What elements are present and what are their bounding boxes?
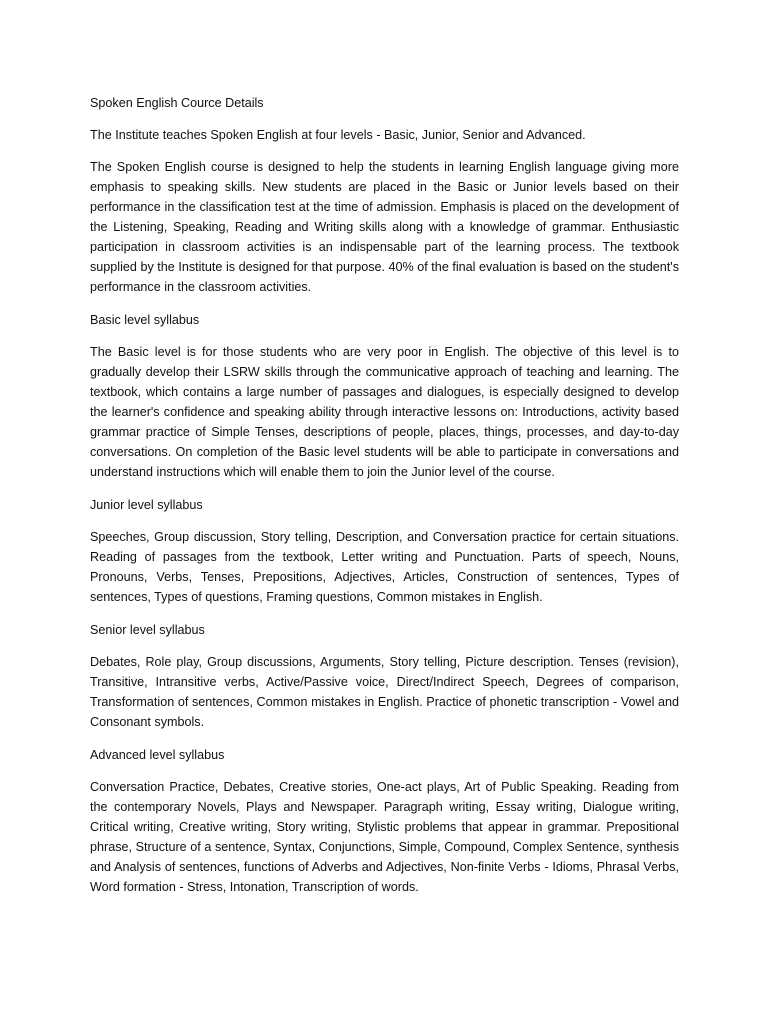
section-body-advanced: Conversation Practice, Debates, Creative stories, One-act plays, Art of Public Speaking. Reading from the contemporary Novels, Plays and Newspaper. Paragraph writing, Essay writing, Dialogue writing, Critical writing, Creative writing, Story writing, Stylistic problems that appear in grammar. Prepositional phrase, Structure of a sentence, Syntax, Conjunctions, Simple, Compound, Complex Sentence, synthesis and Analysis of sentences, functions of Adverbs and Adjectives, Non-finite Verbs - Idioms, Phrasal Verbs, Word formation - Stress, Intonation, Transcription of words. — [90, 780, 679, 894]
section-body-senior: Debates, Role play, Group discussions, Arguments, Story telling, Picture description. Tenses (revision), Transitive, Intransitive verbs, Active/Passive voice, Direct/Indirect Speech, Degrees of comparison, Transformation of sentences, Common mistakes in English. Practice of phonetic transcription - Vowel and Consonant symbols. — [90, 655, 679, 729]
section-heading-junior: Junior level syllabus — [90, 498, 203, 512]
course-description-paragraph: The Spoken English course is designed to help the students in learning English language giving more emphasis to speaking skills. New students are placed in the Basic or Junior levels based on their performance in the classification test at the time of admission. Emphasis is placed on the development of the Listening, Speaking, Reading and Writing skills along with a knowledge of grammar. Enthusiastic participation in classroom activities is an indispensable part of the learning process. The textbook supplied by the Institute is designed for that purpose. 40% of the final evaluation is based on the student's performance in the classroom activities. — [90, 160, 679, 294]
document-page — [90, 93, 679, 910]
section-heading-advanced: Advanced level syllabus — [90, 748, 225, 762]
intro-paragraph: The Institute teaches Spoken English at four levels - Basic, Junior, Senior and Advanced. — [90, 128, 586, 142]
section-heading-senior: Senior level syllabus — [90, 623, 205, 637]
section-body-basic: The Basic level is for those students who are very poor in English. The objective of this level is to gradually develop their LSRW skills through the communicative approach of teaching and learning. The textbook, which contains a large number of passages and dialogues, is especially designed to develop the learner's confidence and speaking ability through interactive lessons on: Introductions, activity based grammar practice of Simple Tenses, descriptions of people, places, things, processes, and day-to-day conversations. On completion of the Basic level students will be able to participate in conversations and understand instructions which will enable them to join the Junior level of the course. — [90, 345, 679, 479]
section-body-junior: Speeches, Group discussion, Story telling, Description, and Conversation practice for certain situations. Reading of passages from the textbook, Letter writing and Punctuation. Parts of speech, Nouns, Pronouns, Verbs, Tenses, Prepositions, Adjectives, Articles, Construction of sentences, Types of sentences, Types of questions, Framing questions, Common mistakes in English. — [90, 530, 679, 604]
document-title: Spoken English Cource Details — [90, 96, 264, 110]
section-heading-basic: Basic level syllabus — [90, 313, 200, 327]
